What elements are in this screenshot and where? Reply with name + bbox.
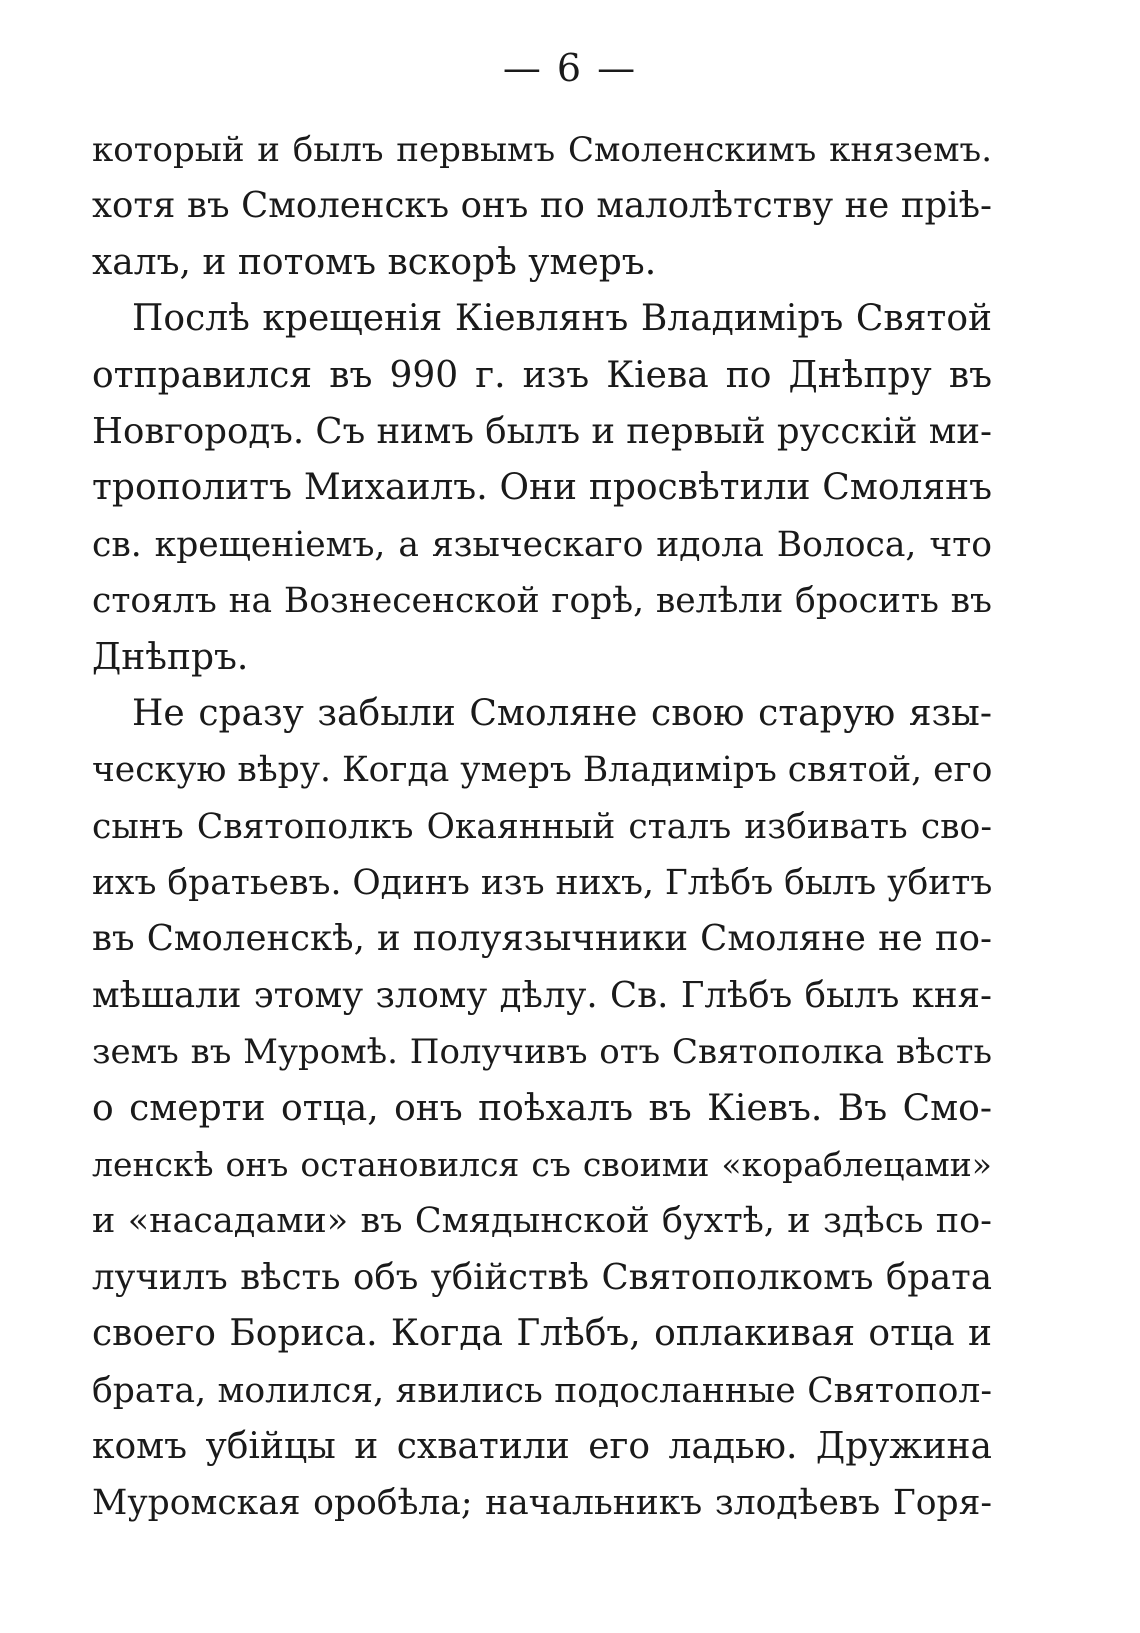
text-line: трополитъ Михаилъ. Они просвѣтили Смолянъ [92,467,992,509]
text-line: мѣшали этому злому дѣлу. Св. Глѣбъ былъ кня- [92,974,992,1016]
text-line: который и былъ первымъ Смоленскимъ княземъ. [92,130,992,170]
text-line: Днѣпръ. [92,636,249,678]
text-line: Новгородъ. Съ нимъ былъ и первый русскій ми- [92,410,992,452]
text-line: комъ убійцы и схватили его ладью. Дружина [92,1425,992,1467]
text-line: хотя въ Смоленскъ онъ по малолѣтству не пріѣ- [92,185,992,227]
text-line: брата, молился, явились подосланные Святопол- [92,1370,992,1411]
text-line: о смерти отца, онъ поѣхалъ въ Кіевъ. Въ Смо- [92,1087,992,1129]
text-line: сынъ Святополкъ Окаянный сталъ избивать сво- [92,806,992,847]
page-text [92,122,992,1532]
text-line: Муромская оробѣла; начальникъ злодѣевъ Горя- [92,1483,992,1524]
text-line: Послѣ крещенія Кіевлянъ Владиміръ Святой [132,298,992,340]
text-line: лучилъ вѣсть объ убійствѣ Святополкомъ брата [92,1256,992,1298]
text-line: ленскѣ онъ остановился съ своими «кораблецами» [92,1145,992,1185]
text-line: ческую вѣру. Когда умеръ Владиміръ святой, его [92,750,992,791]
text-line: отправился въ 990 г. изъ Кіева по Днѣпру въ [92,354,992,396]
text-line: ихъ братьевъ. Одинъ изъ нихъ, Глѣбъ былъ убитъ [92,863,992,904]
page-number: — 6 — [502,46,638,90]
text-line: своего Бориса. Когда Глѣбъ, оплакивая отца и [92,1313,992,1355]
text-line: халъ, и потомъ вскорѣ умеръ. [92,241,657,283]
text-line: св. крещеніемъ, а языческаго идола Волоса, что [92,524,992,565]
text-line: и «насадами» въ Смядынской бухтѣ, и здѣсь по- [92,1201,992,1242]
text-line: Не сразу забыли Смоляне свою старую язы- [132,692,992,734]
text-line: земъ въ Муромѣ. Получивъ отъ Святополка вѣсть [92,1032,992,1073]
text-line: въ Смоленскѣ, и полуязычники Смоляне не по- [92,918,992,960]
text-line: стоялъ на Вознесенской горѣ, велѣли бросить въ [92,581,992,622]
